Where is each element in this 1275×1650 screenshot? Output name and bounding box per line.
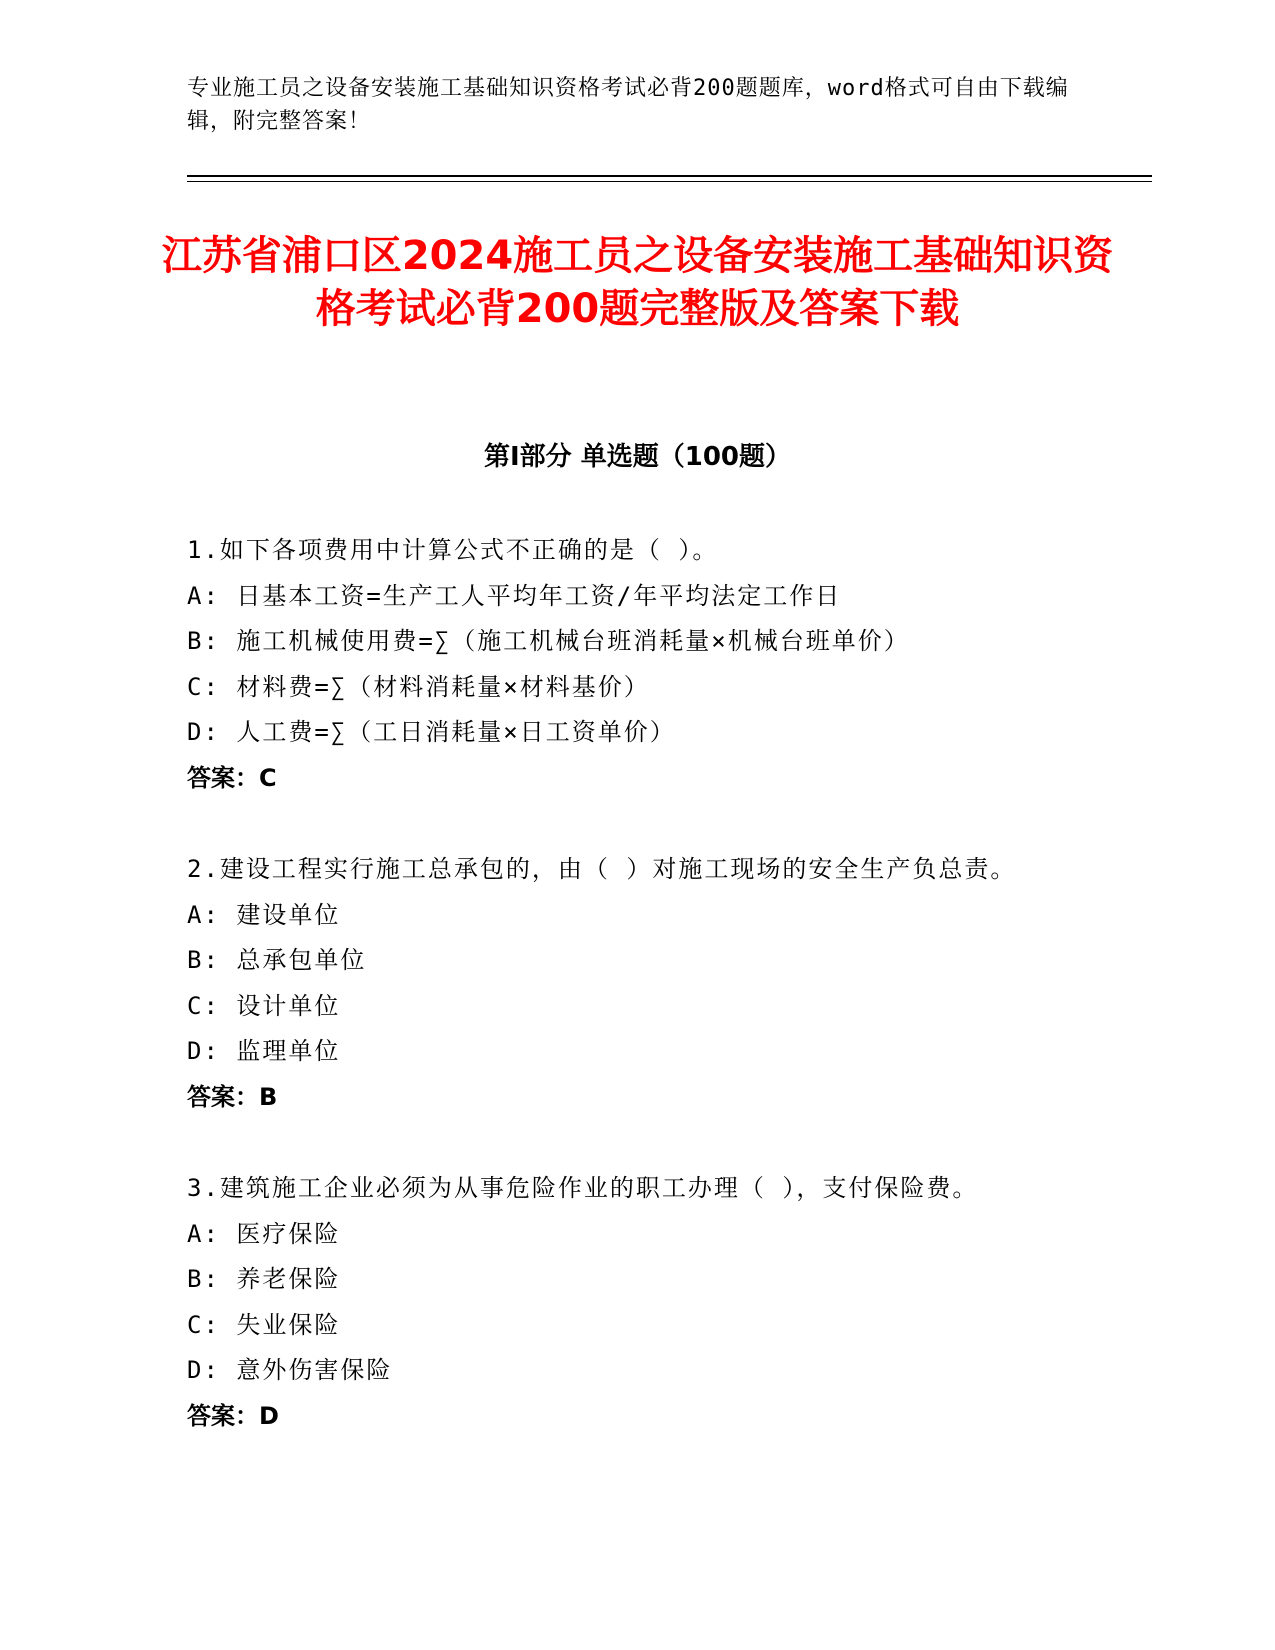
question-stem: 3.建筑施工企业必须为从事危险作业的职工办理（ ），支付保险费。: [187, 1174, 979, 1202]
option-c: C: 材料费=∑（材料消耗量×材料基价）: [187, 672, 650, 701]
option-b: B: 施工机械使用费=∑（施工机械台班消耗量×机械台班单价）: [187, 627, 910, 655]
option-d: D: 人工费=∑（工日消耗量×日工资单价）: [187, 718, 676, 746]
header-divider-thick: [187, 175, 1152, 177]
answer: 答案：D: [187, 1401, 279, 1430]
option-c: C: 失业保险: [187, 1310, 341, 1339]
section-title: 第Ⅰ部分 单选题（100题）: [484, 442, 791, 472]
question-stem: 2.建设工程实行施工总承包的，由（ ）对施工现场的安全生产负总责。: [187, 855, 1017, 883]
question-list: [187, 528, 1087, 1485]
question-2: [187, 847, 1087, 1120]
option-a: A: 建设单位: [187, 900, 341, 929]
question-3: [187, 1166, 1087, 1439]
question-stem: 1.如下各项费用中计算公式不正确的是（ ）。: [187, 536, 719, 564]
option-d: D: 监理单位: [187, 1037, 341, 1065]
option-b: B: 养老保险: [187, 1265, 341, 1293]
option-b: B: 总承包单位: [187, 946, 367, 974]
document-title: 江苏省浦口区2024施工员之设备安装施工基础知识资格考试必背200题完整版及答案下载: [161, 233, 1114, 332]
header-divider-thin: [187, 181, 1152, 182]
header-note: 专业施工员之设备安装施工基础知识资格考试必背200题题库，word格式可自由下载编辑，附完整答案！: [187, 76, 1069, 134]
answer: 答案：C: [187, 763, 277, 792]
question-1: [187, 528, 1087, 801]
option-a: A: 医疗保险: [187, 1219, 341, 1248]
answer: 答案：B: [187, 1082, 278, 1111]
option-c: C: 设计单位: [187, 991, 341, 1020]
option-d: D: 意外伤害保险: [187, 1356, 393, 1384]
option-a: A: 日基本工资=生产工人平均年工资/年平均法定工作日: [187, 581, 842, 610]
